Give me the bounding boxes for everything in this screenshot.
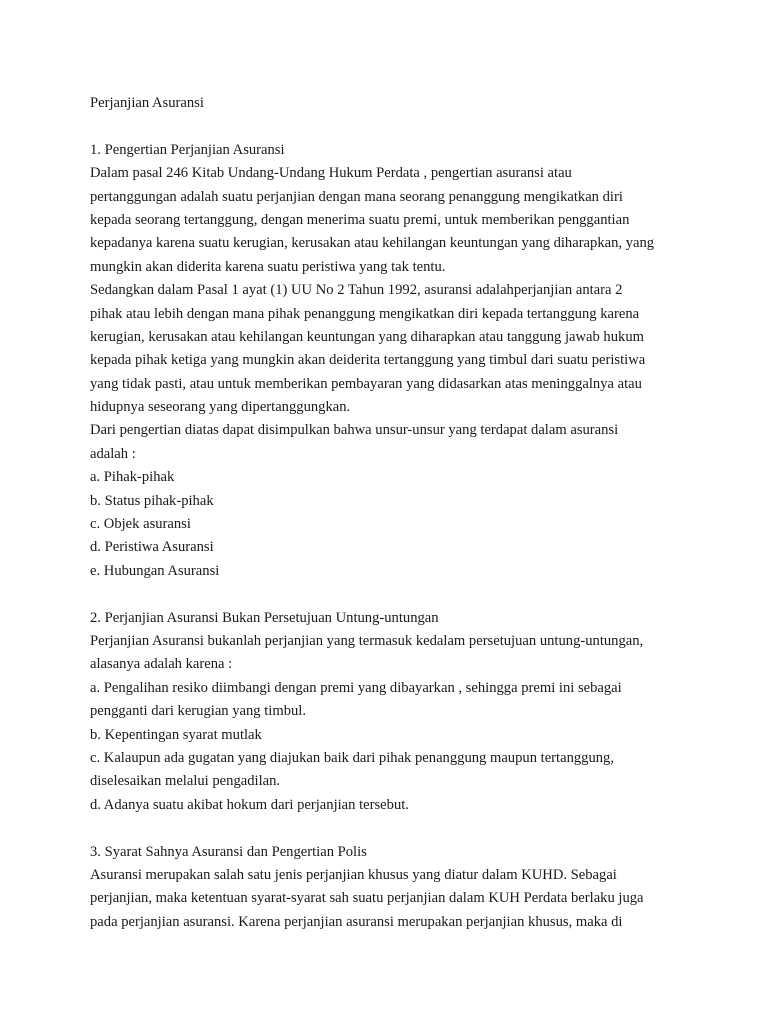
- blank-line: [90, 115, 688, 138]
- paragraph-line: kepadanya karena suatu kerugian, kerusakan atau kehilangan keuntungan yang diharapkan, yang: [90, 235, 655, 252]
- paragraph-line: Dalam pasal 246 Kitab Undang-Undang Hukum Perdata , pengertian asuransi atau: [90, 165, 572, 182]
- list-item: c. Objek asuransi: [90, 516, 191, 533]
- list-item: b. Status pihak-pihak: [90, 492, 214, 509]
- list-item-continuation: diselesaikan melalui pengadilan.: [90, 773, 281, 790]
- list-item: e. Hubungan Asuransi: [90, 562, 220, 579]
- section-3-heading: 3. Syarat Sahnya Asuransi dan Pengertian Polis: [90, 843, 367, 860]
- list-item: b. Kepentingan syarat mutlak: [90, 726, 262, 743]
- list-item: d. Adanya suatu akibat hokum dari perjanjian tersebut.: [90, 796, 409, 813]
- list-item: d. Peristiwa Asuransi: [90, 539, 214, 556]
- paragraph-line: Asuransi merupakan salah satu jenis perjanjian khusus yang diatur dalam KUHD. Sebagai: [90, 866, 617, 883]
- paragraph-line: Dari pengertian diatas dapat disimpulkan bahwa unsur-unsur yang terdapat dalam asuransi: [90, 422, 619, 439]
- paragraph-line: pihak atau lebih dengan mana pihak penanggung mengikatkan diri kepada tertanggung karena: [90, 305, 640, 322]
- list-item: c. Kalaupun ada gugatan yang diajukan baik dari pihak penanggung maupun tertanggung,: [90, 749, 614, 766]
- section-1-heading: 1. Pengertian Perjanjian Asuransi: [90, 141, 285, 158]
- paragraph-line: alasanya adalah karena :: [90, 656, 233, 673]
- paragraph-line: Perjanjian Asuransi bukanlah perjanjian yang termasuk kedalam persetujuan untung-untungan,: [90, 632, 644, 649]
- list-item: a. Pihak-pihak: [90, 469, 175, 486]
- paragraph-line: perjanjian, maka ketentuan syarat-syarat sah suatu perjanjian dalam KUH Perdata berlaku juga: [90, 890, 644, 907]
- list-item: a. Pengalihan resiko diimbangi dengan premi yang dibayarkan , sehingga premi ini sebagai: [90, 679, 622, 696]
- blank-line: [90, 583, 688, 606]
- paragraph-line: mungkin akan diderita karena suatu peristiwa yang tak tentu.: [90, 258, 446, 275]
- paragraph-line: kepada seorang tertanggung, dengan menerima suatu premi, untuk memberikan penggantian: [90, 211, 630, 228]
- list-item-continuation: pengganti dari kerugian yang timbul.: [90, 703, 307, 720]
- section-2-heading: 2. Perjanjian Asuransi Bukan Persetujuan Untung-untungan: [90, 609, 439, 626]
- paragraph-line: kepada pihak ketiga yang mungkin akan deiderita tertanggung yang timbul dari suatu peristiwa: [90, 352, 646, 369]
- paragraph-line: hidupnya seseorang yang dipertanggungkan.: [90, 399, 351, 416]
- paragraph-line: pertanggungan adalah suatu perjanjian dengan mana seorang penanggung mengikatkan diri: [90, 188, 623, 205]
- document-title: Perjanjian Asuransi: [90, 95, 204, 111]
- paragraph-line: pada perjanjian asuransi. Karena perjanjian asuransi merupakan perjanjian khusus, maka di: [90, 913, 623, 930]
- paragraph-line: yang tidak pasti, atau untuk memberikan pembayaran yang didasarkan atas meninggalnya atau: [90, 375, 642, 392]
- paragraph-line: kerugian, kerusakan atau kehilangan keuntungan yang diharapkan atau tanggung jawab hukum: [90, 328, 644, 345]
- paragraph-line: Sedangkan dalam Pasal 1 ayat (1) UU No 2 Tahun 1992, asuransi adalahperjanjian antara 2: [90, 282, 623, 299]
- blank-line: [90, 817, 688, 840]
- paragraph-line: adalah :: [90, 445, 136, 462]
